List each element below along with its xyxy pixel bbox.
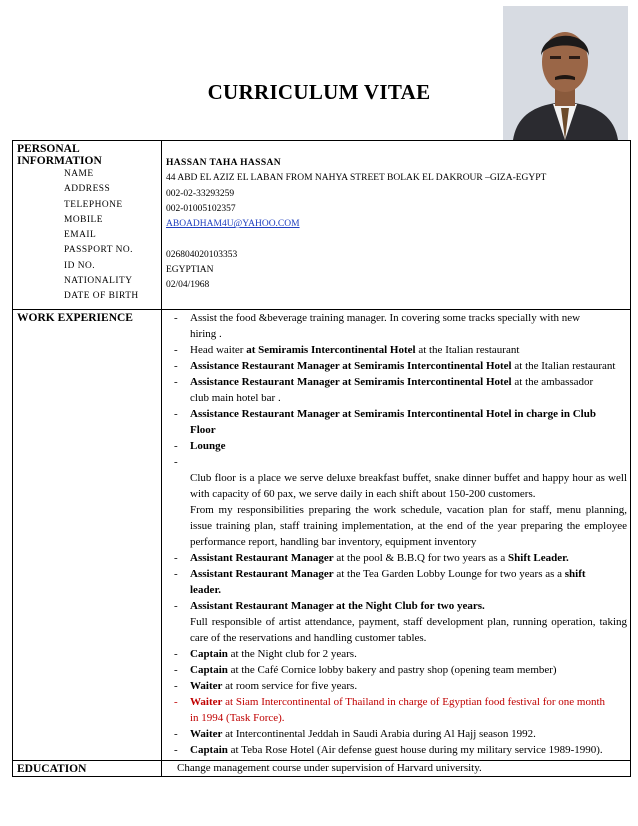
passport-value	[166, 232, 626, 247]
work-item-role: Captain	[190, 743, 228, 756]
work-item-role: Assistant Restaurant Manager	[190, 567, 334, 580]
work-experience-heading: WORK EXPERIENCE	[13, 309, 162, 760]
work-item	[166, 646, 627, 662]
work-item-detail: at Siam Intercontinental of Thailand in charge of Egyptian food festival for one month	[222, 695, 606, 708]
work-item-detail: at the Italian restaurant	[511, 359, 616, 372]
work-item-text	[190, 566, 627, 582]
work-paragraph: Full responsible of artist attendance, payment, staff development plan, running operation, taking care of the reservations and handling customer tables.	[190, 615, 627, 644]
id-value: 026804020103353	[166, 249, 238, 260]
work-item-text	[190, 374, 627, 390]
work-item-role: Assistant Restaurant Manager at the Night Club for two years.	[190, 599, 485, 612]
work-item-detail: at the Italian restaurant	[415, 343, 520, 356]
bullet-dash: -	[174, 567, 178, 580]
work-item	[166, 598, 627, 614]
work-item-role-suffix: Shift Leader.	[508, 551, 569, 564]
work-item	[166, 406, 627, 422]
work-item	[166, 694, 627, 710]
personal-info-row	[13, 141, 631, 310]
mobile-value: 002-01005102357	[166, 203, 236, 214]
telephone-value: 002-02-33293259	[166, 188, 235, 199]
document-title: CURRICULUM VITAE	[207, 80, 431, 104]
work-item-continuation	[166, 422, 627, 438]
work-item-text	[190, 358, 627, 374]
address-value: 44 ABD EL AZIZ EL LABAN FROM NAHYA STREET BOLAK EL DAKROUR –GIZA-EGYPT	[166, 173, 547, 184]
dob-label: DATE OF BIRTH	[64, 291, 139, 302]
work-item-role-continuation: leader.	[190, 583, 222, 596]
work-item-role: Captain	[190, 647, 228, 660]
bullet-dash: -	[174, 551, 178, 564]
nationality-label: NATIONALITY	[64, 276, 133, 287]
personal-info-heading: PERSONAL INFORMATION	[17, 143, 102, 167]
work-item	[166, 310, 627, 326]
bullet-dash: -	[174, 343, 178, 356]
bullet-dash: -	[174, 455, 178, 468]
id-label: ID NO.	[64, 260, 96, 271]
work-item-text	[190, 646, 627, 662]
work-item-continuation: in 1994 (Task Force).	[190, 711, 285, 724]
cv-table	[12, 140, 631, 777]
telephone-label: TELEPHONE	[64, 199, 123, 210]
bullet-dash: -	[174, 311, 178, 324]
education-text: Change management course under supervision of Harvard university.	[162, 760, 631, 776]
work-paragraph: From my responsibilities preparing the work schedule, vacation plan for staff, menu planning, issue training plan, staff training implementation, at the end of the year preparing the employee performance report, handling bar inventory, equipment inventory	[190, 503, 627, 548]
work-item-text	[190, 550, 627, 566]
work-item-continuation: club main hotel bar .	[190, 391, 281, 404]
work-item-detail: at Teba Rose Hotel (Air defense guest house during my military service 1989-1990).	[227, 743, 603, 756]
bullet-dash: -	[174, 375, 178, 388]
work-item	[166, 374, 627, 390]
work-item	[166, 358, 627, 374]
work-item-detail: at the ambassador	[511, 375, 594, 388]
mobile-label: MOBILE	[64, 214, 103, 225]
work-item	[166, 662, 627, 678]
work-item-detail: at the Tea Garden Lobby Lounge for two years as a	[333, 567, 565, 580]
work-item-detail: at the Night club for 2 years.	[227, 647, 357, 660]
work-item-text	[190, 310, 627, 326]
work-item	[166, 550, 627, 566]
work-item-role-continuation: Floor	[190, 423, 216, 436]
work-item-text	[190, 406, 627, 422]
work-item	[166, 678, 627, 694]
work-item-role: Assistance Restaurant Manager at Semiramis Intercontinental Hotel in charge in Club	[190, 407, 596, 420]
work-item-role: Waiter	[190, 679, 223, 692]
nationality-value: EGYPTIAN	[166, 265, 214, 276]
email-link[interactable]: ABOADHAM4U@YAHOO.COM	[166, 219, 300, 230]
work-item-continuation	[166, 582, 627, 598]
bullet-dash: -	[174, 407, 178, 420]
work-item-text	[190, 438, 627, 454]
bullet-dash: -	[174, 439, 178, 452]
work-paragraph: Club floor is a place we serve deluxe breakfast buffet, snake dinner buffet and happy hour as well with capacity of 60 pax, we serve daily in each shift about 150-200 customers.	[190, 471, 627, 500]
work-experience-row	[13, 309, 631, 760]
work-item-role: Waiter	[190, 727, 223, 740]
work-item-continuation: hiring .	[190, 327, 222, 340]
work-item-text	[190, 742, 627, 758]
work-item	[166, 566, 627, 582]
work-item-text	[190, 454, 627, 470]
bullet-dash: -	[174, 743, 178, 756]
personal-field-labels	[13, 167, 161, 309]
name-value: HASSAN TAHA HASSAN	[166, 158, 282, 168]
passport-label: PASSPORT NO.	[64, 245, 134, 256]
work-item-text	[190, 678, 627, 694]
dob-value: 02/04/1968	[166, 280, 210, 291]
work-item-role: Assistance Restaurant Manager at Semiramis Intercontinental Hotel	[190, 359, 512, 372]
work-item-detail: at Intercontinental Jeddah in Saudi Arabia during Al Hajj season 1992.	[222, 727, 536, 740]
work-item-role: Assistant Restaurant Manager	[190, 551, 334, 564]
work-item-text	[190, 598, 627, 614]
person-portrait-icon	[503, 6, 628, 140]
address-label: ADDRESS	[64, 184, 111, 195]
name-label: NAME	[64, 169, 94, 179]
work-item-detail: at room service for five years.	[222, 679, 358, 692]
work-item	[166, 438, 627, 454]
work-item-text	[190, 694, 627, 710]
education-row	[13, 760, 631, 776]
work-item-prefix: Head waiter	[190, 343, 247, 356]
bullet-dash: -	[174, 695, 178, 708]
education-heading: EDUCATION	[13, 760, 162, 776]
email-label: EMAIL	[64, 230, 97, 241]
bullet-dash: -	[174, 359, 178, 372]
work-item	[166, 454, 627, 470]
work-item-text	[190, 342, 627, 358]
work-item	[166, 342, 627, 358]
work-item	[166, 742, 627, 758]
work-item-role: at Semiramis Intercontinental Hotel	[246, 343, 416, 356]
bullet-dash: -	[174, 679, 178, 692]
work-item-role: Captain	[190, 663, 228, 676]
work-item-text	[190, 726, 627, 742]
bullet-dash: -	[174, 727, 178, 740]
portrait-photo	[503, 6, 628, 140]
bullet-dash: -	[174, 663, 178, 676]
work-item-role: Lounge	[190, 439, 226, 452]
work-experience-list	[162, 309, 631, 760]
work-item-role-suffix: shift	[564, 567, 586, 580]
work-item-text	[190, 662, 627, 678]
personal-info-values-cell	[162, 141, 631, 310]
work-item-role: Waiter	[190, 695, 223, 708]
work-item-prefix: Assist the food &beverage training manager. In covering some tracks specially with new	[190, 311, 581, 324]
work-item-detail: at the Café Cornice lobby bakery and pastry shop (opening team member)	[227, 663, 557, 676]
bullet-dash: -	[174, 647, 178, 660]
work-item	[166, 726, 627, 742]
personal-info-label-cell	[13, 141, 162, 310]
work-item-detail: at the pool & B.B.Q for two years as a	[333, 551, 509, 564]
bullet-dash: -	[174, 599, 178, 612]
work-item-role: Assistance Restaurant Manager at Semiramis Intercontinental Hotel	[190, 375, 512, 388]
